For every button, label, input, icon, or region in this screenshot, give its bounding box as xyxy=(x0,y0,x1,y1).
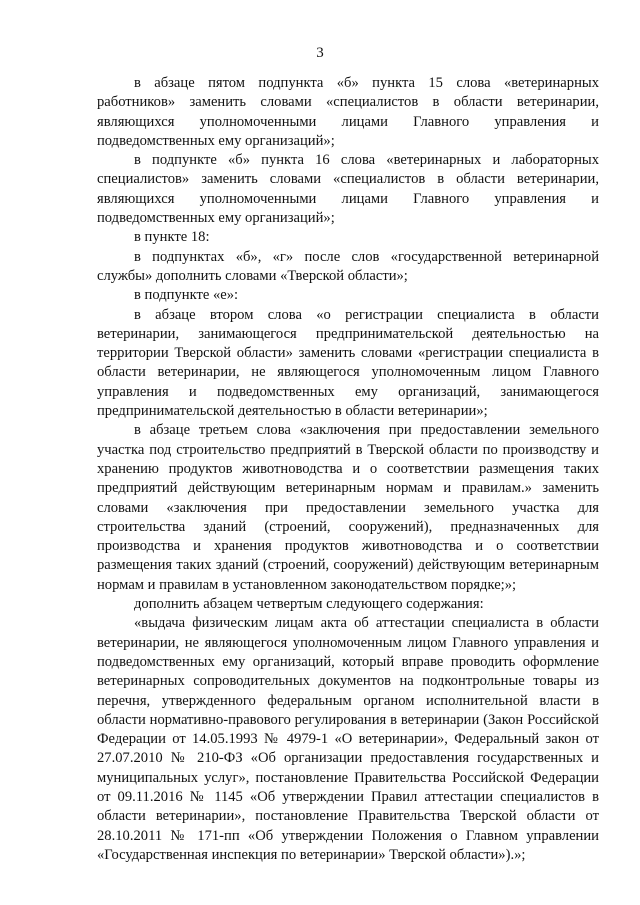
paragraph: «выдача физическим лицам акта об аттестации специалиста в области ветеринарии, не являющегося уполномоченным лицом Главного управления и подведомственных ему организаций, который вправе проводить оформление ветеринарных сопроводительных документов на подконтрольные товары из перечня, утвержденного федеральным органом исполнительной власти в области нормативно-правового регулирования в ветеринарии (Закон Российской Федерации от 14.05.1993 № 4979-1 «О ветеринарии», Федеральный закон от 27.07.2010 № 210-ФЗ «Об организации предоставления государственных и муниципальных услуг», постановление Правительства Российской Федерации от 09.11.2016 № 1145 «Об утверждении Правил аттестации специалистов в области ветеринарии», постановление Правительства Тверской области от 28.10.2011 № 171-пп «Об утверждении Положения о Главном управлении «Государственная инспекция по ветеринарии» Тверской области»).»; xyxy=(97,615,599,863)
document-body xyxy=(97,74,599,865)
paragraph: в абзаце третьем слова «заключения при предоставлении земельного участка под строительство предприятий в Тверской области по производству и хранению продуктов животноводства и о соответствии размещения таких предприятий действующим ветеринарным нормам и правилам.» заменить словами «заключения при предоставлении земельного участка для строительства зданий (строений, сооружений), предназначенных для производства и хранения продуктов животноводства и о соответствии размещения таких зданий (строений, сооружений) действующим ветеринарным нормам и правилам в установленном законодательством порядке;»; xyxy=(97,422,599,593)
paragraph: в подпункте «б» пункта 16 слова «ветеринарных и лабораторных специалистов» заменить словами «специалистов в области ветеринарии, являющихся уполномоченными лицами Главного управления и подведомственных ему организаций»; xyxy=(97,152,599,227)
paragraph: дополнить абзацем четвертым следующего содержания: xyxy=(134,596,484,613)
paragraph: в подпункте «е»: xyxy=(134,287,239,304)
paragraph: в абзаце пятом подпункта «б» пункта 15 слова «ветеринарных работников» заменить словами «специалистов в области ветеринарии, являющихся уполномоченными лицами Главного управления и подведомственных ему организаций»; xyxy=(97,75,599,149)
paragraph: в подпунктах «б», «г» после слов «государственной ветеринарной службы» дополнить словами «Тверской области»; xyxy=(97,248,599,284)
page-number: 3 xyxy=(316,45,324,61)
paragraph: в абзаце втором слова «о регистрации специалиста в области ветеринарии, занимающегося предпринимательской деятельностью на территории Тверской области» заменить словами «регистрации специалиста в области ветеринарии, не являющегося уполномоченным лицом Главного управления и подведомственных ему организаций, занимающегося предпринимательской деятельностью в области ветеринарии»; xyxy=(97,306,599,420)
paragraph: в пункте 18: xyxy=(134,229,210,246)
